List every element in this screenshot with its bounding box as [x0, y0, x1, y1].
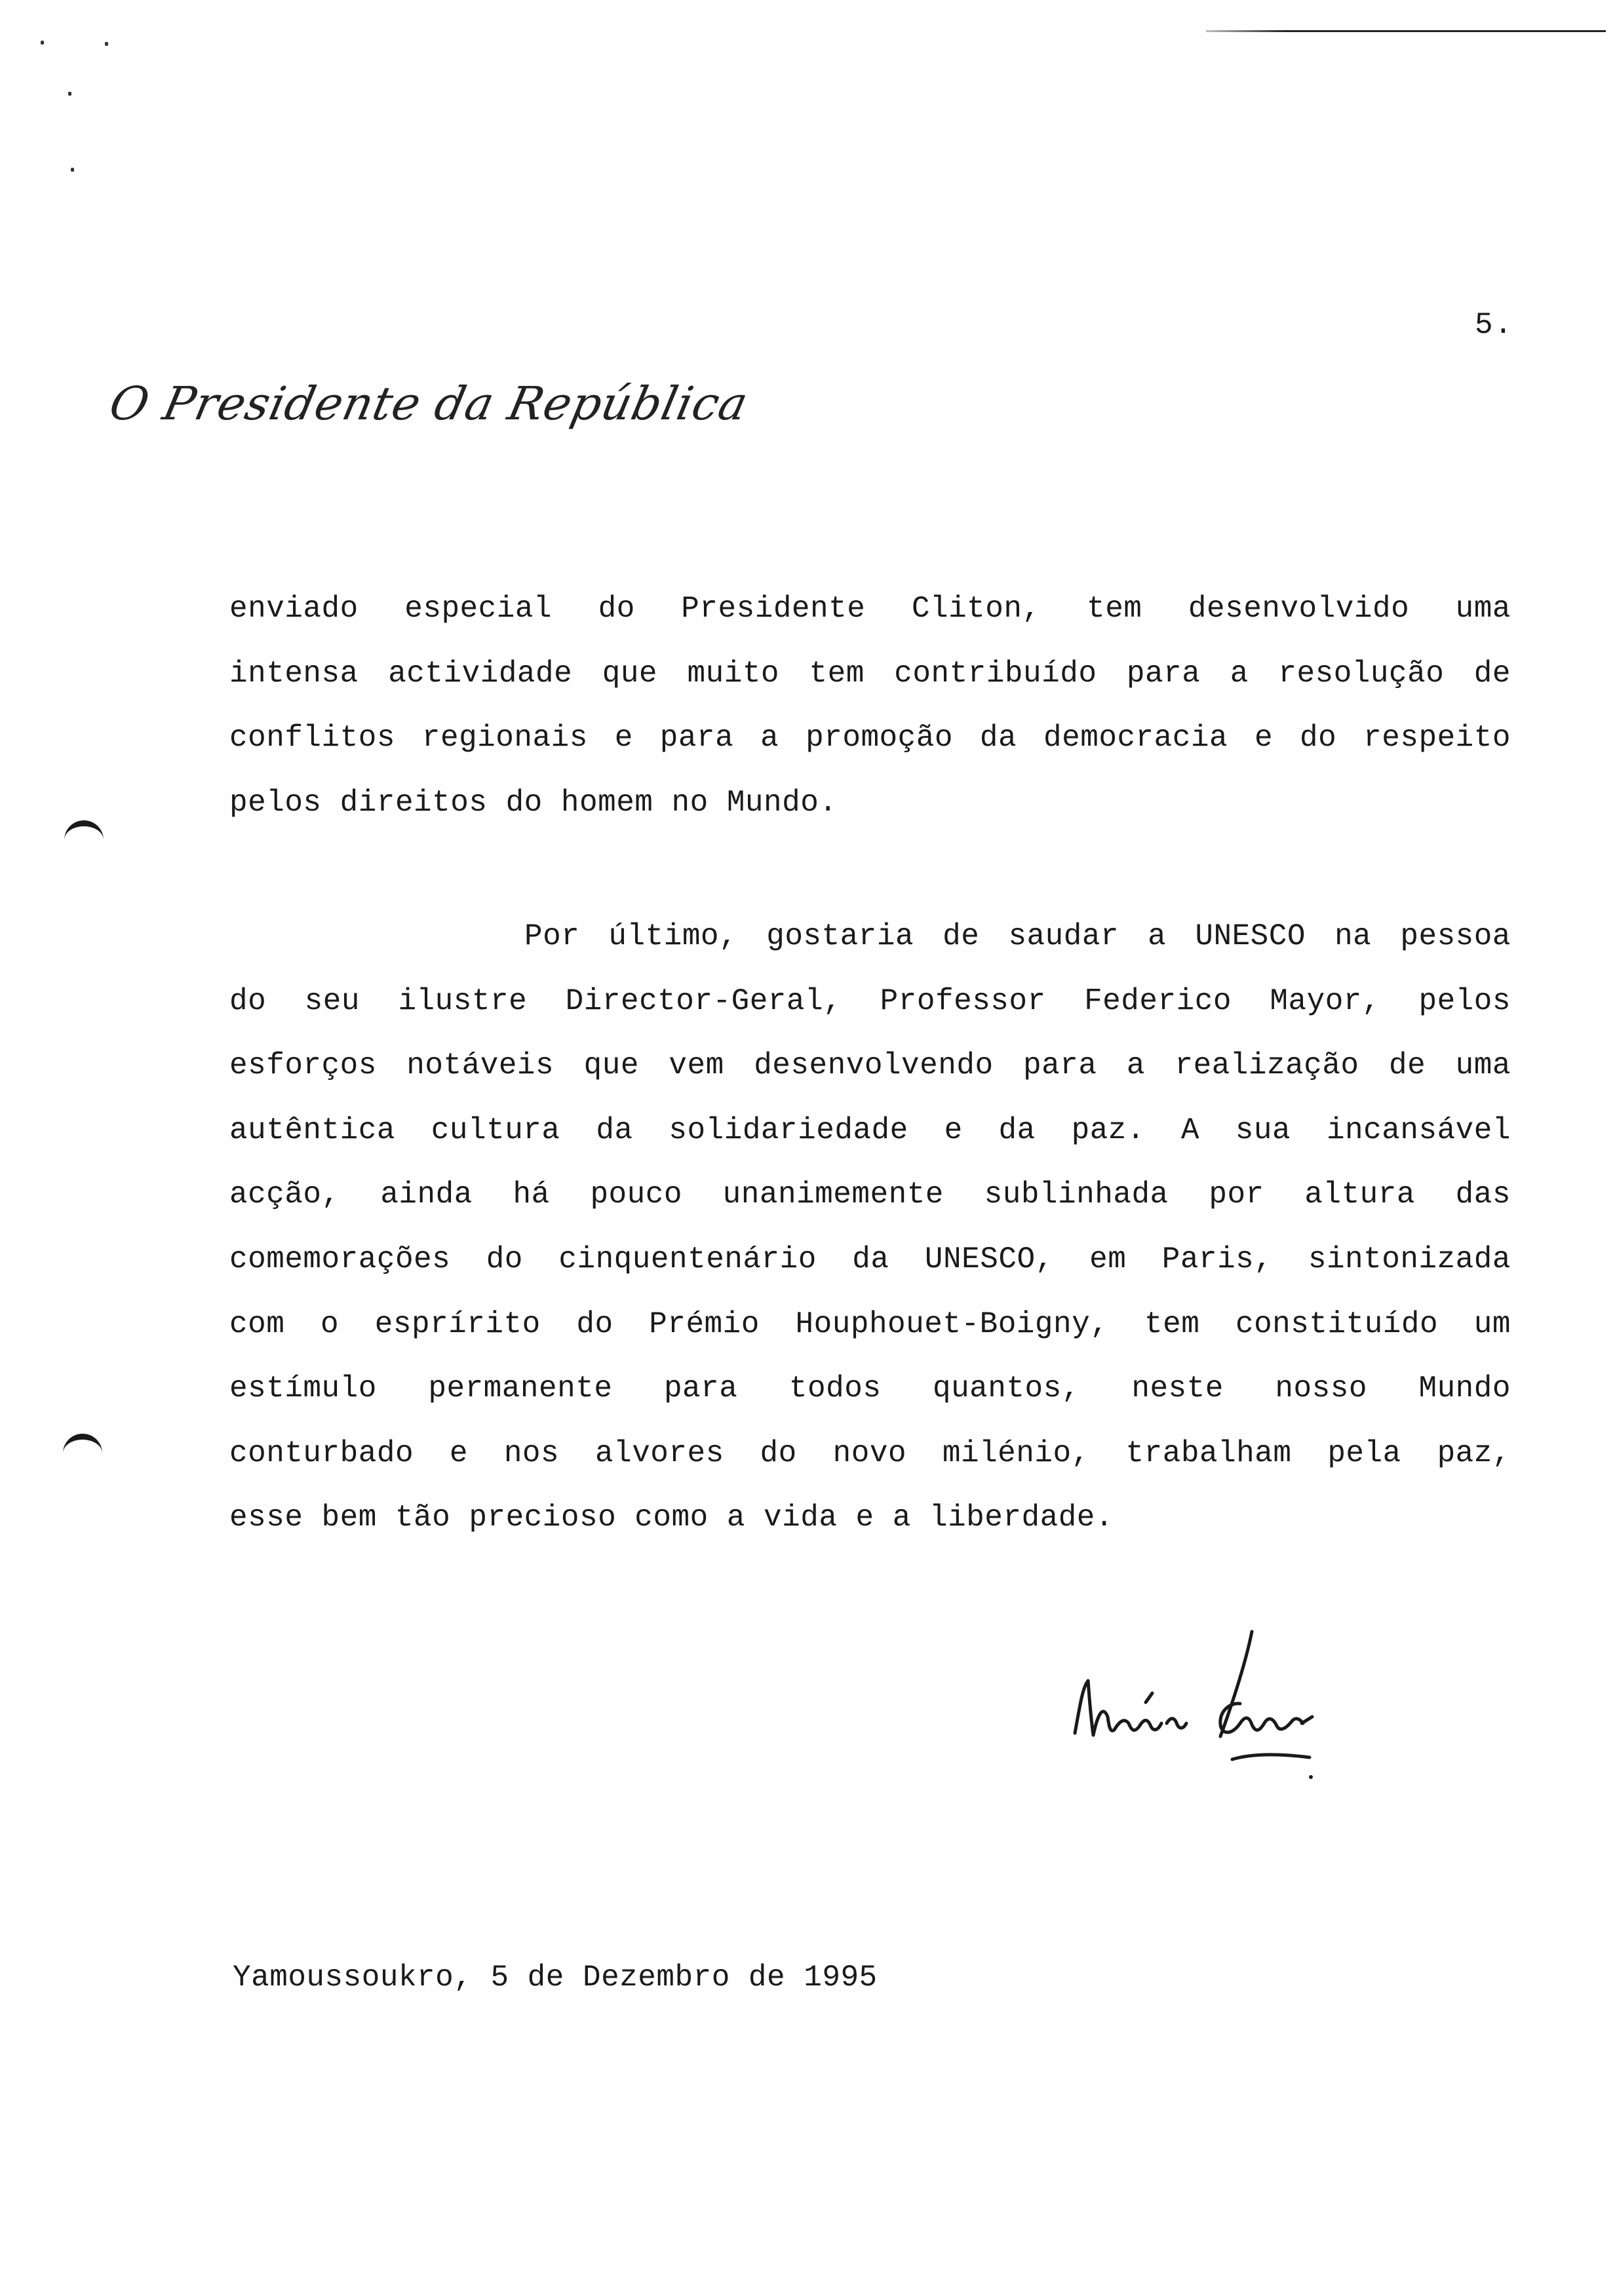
- punch-hole-mark: [64, 820, 104, 843]
- paragraph-2: [229, 904, 1511, 1550]
- text-line: acção, ainda há pouco unanimemente sublinhada por altura das: [229, 1177, 1511, 1212]
- page-number: 5.: [1475, 308, 1514, 342]
- signature-drawing: [1068, 1625, 1344, 1782]
- scan-speck: [41, 41, 44, 45]
- text-line: pelos direitos do homem no Mundo.: [229, 785, 838, 820]
- letterhead-title: O Presidente da República: [105, 377, 753, 430]
- text-line: estímulo permanente para todos quantos, neste nosso Mundo: [229, 1371, 1511, 1406]
- text-line: enviado especial do Presidente Cliton, tem desenvolvido uma: [229, 592, 1511, 626]
- handwritten-signature: [1068, 1625, 1344, 1782]
- scan-speck: [105, 42, 108, 46]
- text-line: autêntica cultura da solidariedade e da paz. A sua incansável: [229, 1113, 1511, 1147]
- place-and-date: Yamoussoukro, 5 de Dezembro de 1995: [233, 1961, 878, 1995]
- scan-speck: [71, 168, 74, 172]
- text-line: com o esprírito do Prémio Houphouet-Boigny, tem constituído um: [229, 1307, 1511, 1341]
- text-line: do seu ilustre Director-Geral, Professor Federico Mayor, pelos: [229, 984, 1511, 1018]
- text-line: esforços notáveis que vem desenvolvendo para a realização de uma: [229, 1048, 1511, 1083]
- scan-edge-line: [1206, 30, 1606, 32]
- text-line: conflitos regionais e para a promoção da democracia e do respeito: [229, 721, 1511, 756]
- text-line: comemorações do cinquentenário da UNESCO, em Paris, sintonizada: [229, 1242, 1511, 1276]
- text-line: intensa actividade que muito tem contribuído para a resolução de: [229, 656, 1511, 691]
- punch-hole-mark: [63, 1434, 102, 1457]
- text-line: Por último, gostaria de saudar a UNESCO na pessoa: [524, 919, 1511, 953]
- text-line: conturbado e nos alvores do novo milénio, trabalham pela paz,: [229, 1436, 1511, 1470]
- scan-speck: [68, 92, 71, 96]
- paragraph-1: [229, 577, 1511, 835]
- text-line: esse bem tão precioso como a vida e a liberdade.: [229, 1501, 1114, 1535]
